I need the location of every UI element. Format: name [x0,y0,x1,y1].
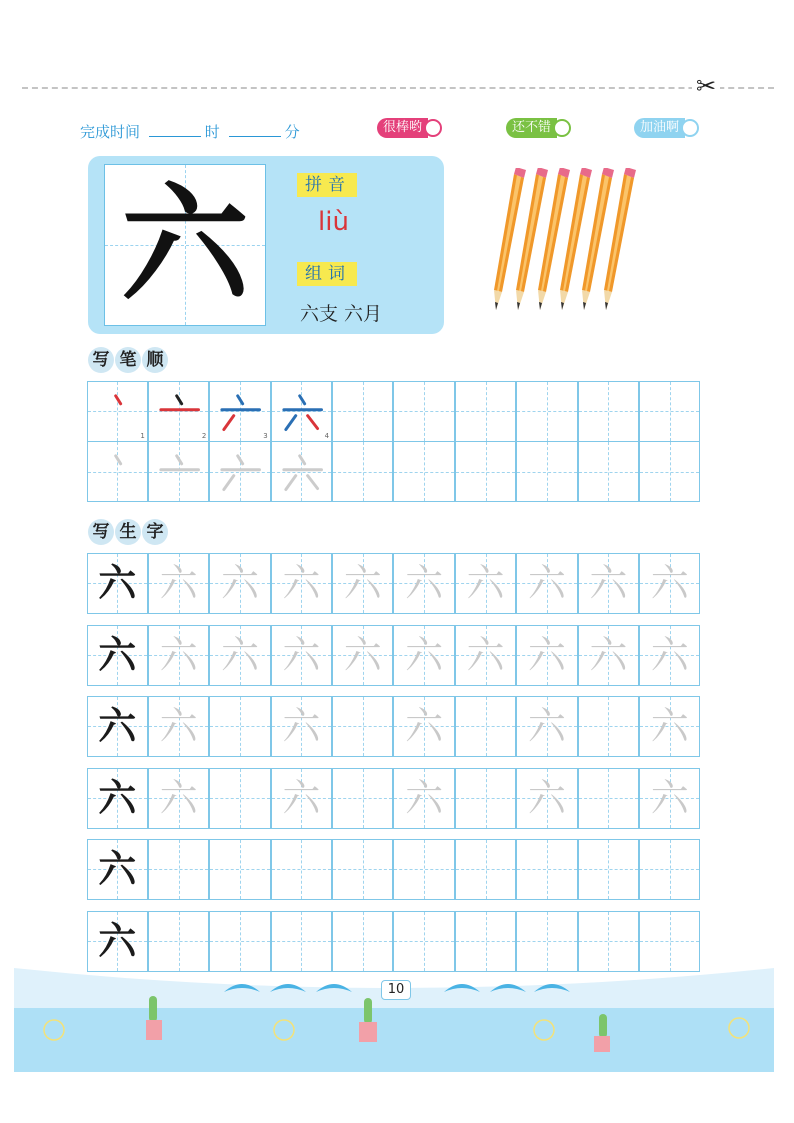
trace-character: 六 [527,776,566,820]
trace-character-cell[interactable] [578,553,639,614]
trace-character-cell[interactable] [209,553,270,614]
empty-cell[interactable] [209,696,270,757]
model-character-cell [87,768,148,829]
empty-cell[interactable] [516,441,577,502]
trace-character-cell[interactable] [393,768,454,829]
trace-character: 六 [282,704,321,748]
trace-character: 六 [405,776,444,820]
empty-cell[interactable] [332,839,393,900]
empty-cell[interactable] [393,839,454,900]
trace-character: 六 [466,633,505,677]
trace-character: 六 [650,776,689,820]
trace-character-cell[interactable] [271,768,332,829]
trace-character-cell[interactable] [271,625,332,686]
model-character: 六 [98,775,137,820]
trace-character-cell[interactable] [639,625,700,686]
empty-cell[interactable] [578,441,639,502]
trace-character: 六 [650,704,689,748]
empty-cell[interactable] [148,839,209,900]
trace-stroke-step-3[interactable] [209,441,270,502]
trace-character-cell[interactable] [271,696,332,757]
trace-character-cell[interactable] [578,625,639,686]
trace-stroke-step-4[interactable] [271,441,332,502]
model-character-cell [87,696,148,757]
empty-cell[interactable] [455,381,516,442]
rating-great-label: 很棒哟 [377,118,428,138]
trace-character-cell[interactable] [148,696,209,757]
trace-character: 六 [527,561,566,605]
trace-character-cell[interactable] [393,553,454,614]
stroke-order-grid [87,381,701,502]
trace-character: 六 [220,561,259,605]
trace-character: 六 [282,776,321,820]
practice-row [87,839,701,900]
stroke-order-title-char-2: 笔 [115,347,141,373]
pencils-illustration [488,168,648,320]
stroke-step-2-figure [149,382,208,441]
trace-character-cell[interactable] [148,768,209,829]
trace-character-cell[interactable] [332,625,393,686]
trace-character-cell[interactable] [516,553,577,614]
empty-cell[interactable] [332,381,393,442]
trace-character-cell[interactable] [148,553,209,614]
stroke-step-1-figure [88,382,147,441]
empty-cell[interactable] [209,839,270,900]
empty-cell[interactable] [332,441,393,502]
hour-label: 时 [204,123,220,141]
trace-character: 六 [466,561,505,605]
trace-stroke-step-2[interactable] [148,441,209,502]
model-character-cell [87,839,148,900]
empty-cell[interactable] [639,441,700,502]
minute-label: 分 [284,123,300,141]
trace-character-cell[interactable] [271,553,332,614]
trace-character: 六 [589,561,628,605]
trace-character: 六 [282,561,321,605]
trace-character: 六 [405,704,444,748]
empty-cell[interactable] [578,911,639,972]
stroke-step-4 [271,381,332,442]
trace-character-cell[interactable] [455,625,516,686]
trace-character: 六 [650,633,689,677]
empty-cell[interactable] [209,768,270,829]
rating-great-checkbox[interactable] [424,119,442,137]
trace-character-cell[interactable] [393,696,454,757]
trace-character: 六 [343,561,382,605]
model-character: 六 [98,846,137,891]
trace-stroke-figure [210,442,269,501]
empty-cell[interactable] [271,839,332,900]
trace-character-cell[interactable] [639,696,700,757]
trace-character-cell[interactable] [455,553,516,614]
empty-cell[interactable] [578,696,639,757]
trace-character: 六 [650,561,689,605]
trace-stroke-figure [149,442,208,501]
empty-cell[interactable] [455,768,516,829]
trace-character: 六 [527,704,566,748]
empty-cell[interactable] [332,696,393,757]
pinyin-text: liù [318,207,349,237]
rating-keep-trying-checkbox[interactable] [681,119,699,137]
trace-character-cell[interactable] [639,553,700,614]
trace-character: 六 [159,633,198,677]
trace-character-cell[interactable] [516,696,577,757]
stroke-step-3 [209,381,270,442]
empty-cell[interactable] [516,381,577,442]
empty-cell[interactable] [455,911,516,972]
rating-great[interactable] [377,118,442,138]
trace-character: 六 [159,561,198,605]
empty-cell[interactable] [455,696,516,757]
trace-character-cell[interactable] [148,625,209,686]
trace-character: 六 [405,633,444,677]
empty-cell[interactable] [639,911,700,972]
empty-cell[interactable] [148,911,209,972]
model-character-cell [87,625,148,686]
trace-stroke-figure [272,442,331,501]
stroke-step-number: 1 [140,431,145,440]
scissors-icon: ✂ [692,74,720,98]
pinyin-tag: 拼音 [297,173,357,197]
trace-character-cell[interactable] [516,625,577,686]
practice-title [88,517,169,547]
rating-good-label: 还不错 [506,118,557,138]
empty-cell[interactable] [393,381,454,442]
trace-character-cell[interactable] [209,625,270,686]
model-character-cell [87,553,148,614]
practice-row [87,625,701,686]
rating-good-checkbox[interactable] [553,119,571,137]
trace-character-cell[interactable] [639,768,700,829]
stroke-order-title-char-1: 写 [88,347,114,373]
trace-character-cell[interactable] [332,553,393,614]
stroke-step-2 [148,381,209,442]
rating-good[interactable] [506,118,571,138]
big-character-box [104,164,266,326]
completion-time [80,121,300,142]
practice-title-char-1: 写 [88,519,114,545]
empty-cell[interactable] [393,911,454,972]
completion-time-label: 完成时间 [80,123,141,141]
practice-row [87,911,701,972]
empty-cell[interactable] [578,768,639,829]
model-character: 六 [98,703,137,748]
empty-cell[interactable] [393,441,454,502]
trace-stroke-figure [88,442,147,501]
practice-title-char-3: 字 [142,519,168,545]
empty-cell[interactable] [516,911,577,972]
page-number: 10 [381,980,411,1000]
hour-blank[interactable] [149,124,201,137]
trace-stroke-step-1[interactable] [87,441,148,502]
big-character: 六 [120,170,249,320]
model-character: 六 [98,560,137,605]
model-character: 六 [98,632,137,677]
empty-cell[interactable] [332,911,393,972]
words-tag: 组词 [297,262,357,286]
trace-character: 六 [159,776,198,820]
empty-cell[interactable] [578,381,639,442]
model-character-cell [87,911,148,972]
rating-keep-trying[interactable] [634,118,699,138]
stroke-step-1 [87,381,148,442]
trace-character: 六 [159,704,198,748]
trace-character: 六 [282,633,321,677]
trace-character: 六 [220,633,259,677]
stroke-step-3-figure [210,382,269,441]
empty-cell[interactable] [455,839,516,900]
example-words: 六支 六月 [300,303,383,325]
practice-title-char-2: 生 [115,519,141,545]
rating-keep-trying-label: 加油啊 [634,118,685,138]
empty-cell[interactable] [639,839,700,900]
empty-cell[interactable] [639,381,700,442]
stroke-step-number: 2 [201,431,207,440]
empty-cell[interactable] [209,911,270,972]
stroke-step-number: 3 [263,431,268,440]
empty-cell[interactable] [332,768,393,829]
trace-character: 六 [589,633,628,677]
trace-character: 六 [405,561,444,605]
trace-character: 六 [343,633,382,677]
empty-cell[interactable] [455,441,516,502]
stroke-order-title [88,345,169,375]
stroke-step-4-figure [272,382,331,441]
stroke-step-number: 4 [324,431,330,440]
trace-character-cell[interactable] [516,768,577,829]
empty-cell[interactable] [271,911,332,972]
practice-row [87,553,701,614]
model-character: 六 [98,918,137,963]
trace-character-cell[interactable] [393,625,454,686]
minute-blank[interactable] [229,124,281,137]
practice-row [87,696,701,757]
practice-row [87,768,701,829]
stroke-order-title-char-3: 顺 [142,347,168,373]
empty-cell[interactable] [578,839,639,900]
trace-character: 六 [527,633,566,677]
empty-cell[interactable] [516,839,577,900]
cut-line [22,87,774,89]
